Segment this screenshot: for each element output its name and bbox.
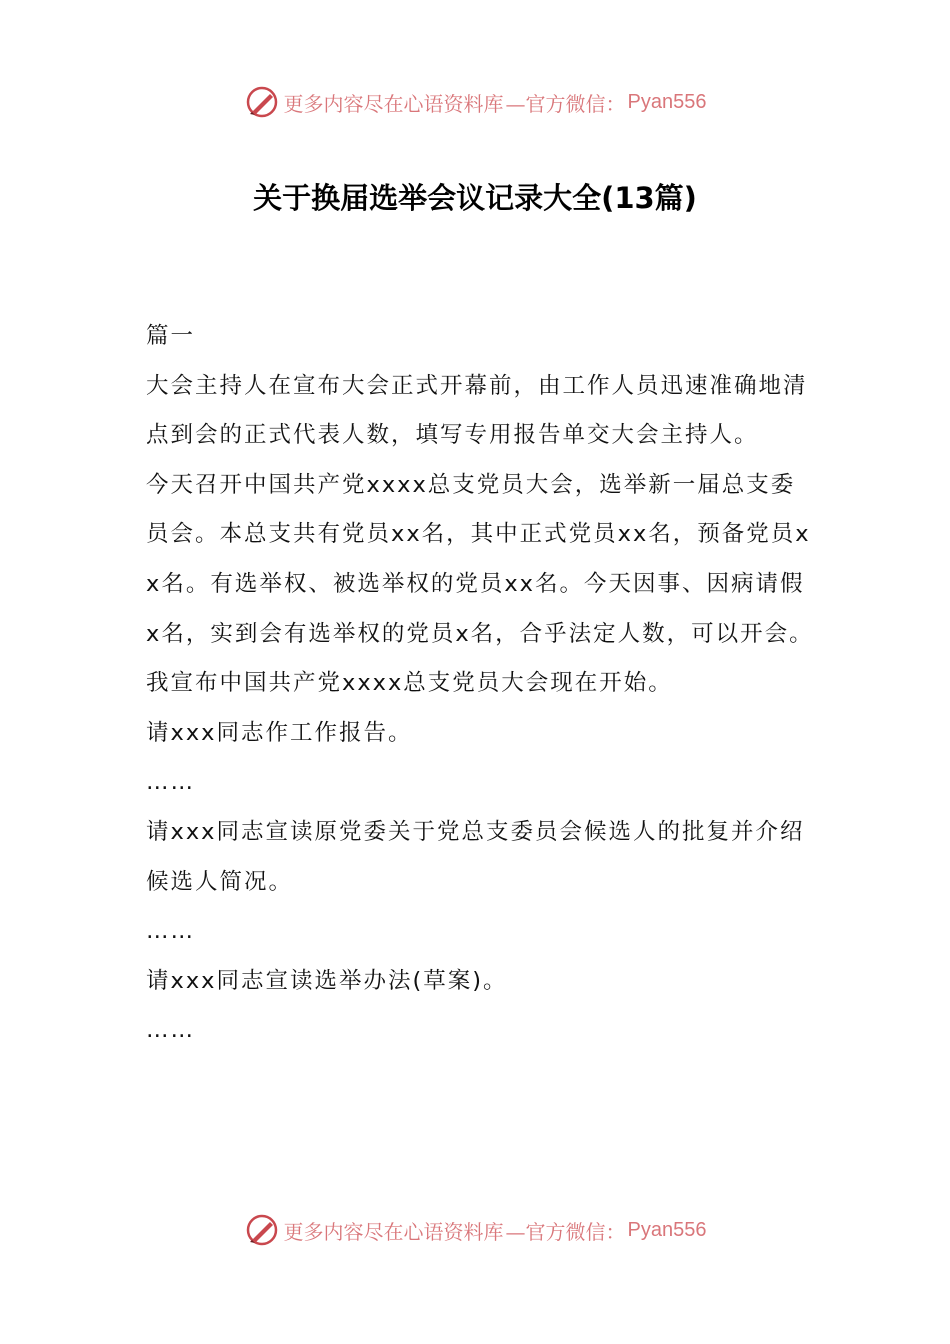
paragraph: 请xxx同志作工作报告。 [146, 719, 413, 746]
watermark-text-3: Pyan556 [627, 1218, 707, 1241]
paragraph: 我宣布中国共产党xxxx总支党员大会现在开始。 [146, 670, 673, 697]
watermark-text-2: —官方微信： [505, 91, 626, 116]
paragraph: 请xxx同志宣读选举办法(草案)。 [146, 967, 508, 994]
watermark-text-3: Pyan556 [627, 90, 707, 113]
paragraph: 大会主持人在宣布大会正式开幕前，由工作人员迅速准确地清点到会的正式代表人数，填写专用报告单交大会主持人。 [146, 372, 808, 449]
watermark-banner-bottom [0, 1212, 950, 1248]
document-title: 关于换届选举会议记录大全(13篇) [253, 181, 697, 215]
paragraph: …… [146, 918, 195, 945]
document-body [146, 312, 816, 1056]
paragraph: …… [146, 1017, 195, 1044]
pen-logo-icon [244, 84, 280, 120]
pen-logo-icon [244, 1212, 280, 1248]
paragraph: …… [146, 769, 195, 796]
watermark-banner-top [0, 84, 950, 120]
paragraph: 篇一 [146, 323, 196, 349]
paragraph: 今天召开中国共产党xxxx总支党员大会，选举新一届总支委员会。本总支共有党员xx名，其中正式党员xx名，预备党员xx名。有选举权、被选举权的党员xx名。今天因事、因病请假x名，实到会有选举权的党员x名，合乎法定人数，可以开会。 [146, 471, 814, 647]
watermark-text-1: 更多内容尽在心语资料库 [283, 1219, 504, 1244]
watermark-text-2: —官方微信： [505, 1219, 626, 1244]
watermark-text-1: 更多内容尽在心语资料库 [283, 91, 504, 116]
paragraph: 请xxx同志宣读原党委关于党总支委员会候选人的批复并介绍候选人简况。 [146, 818, 805, 895]
